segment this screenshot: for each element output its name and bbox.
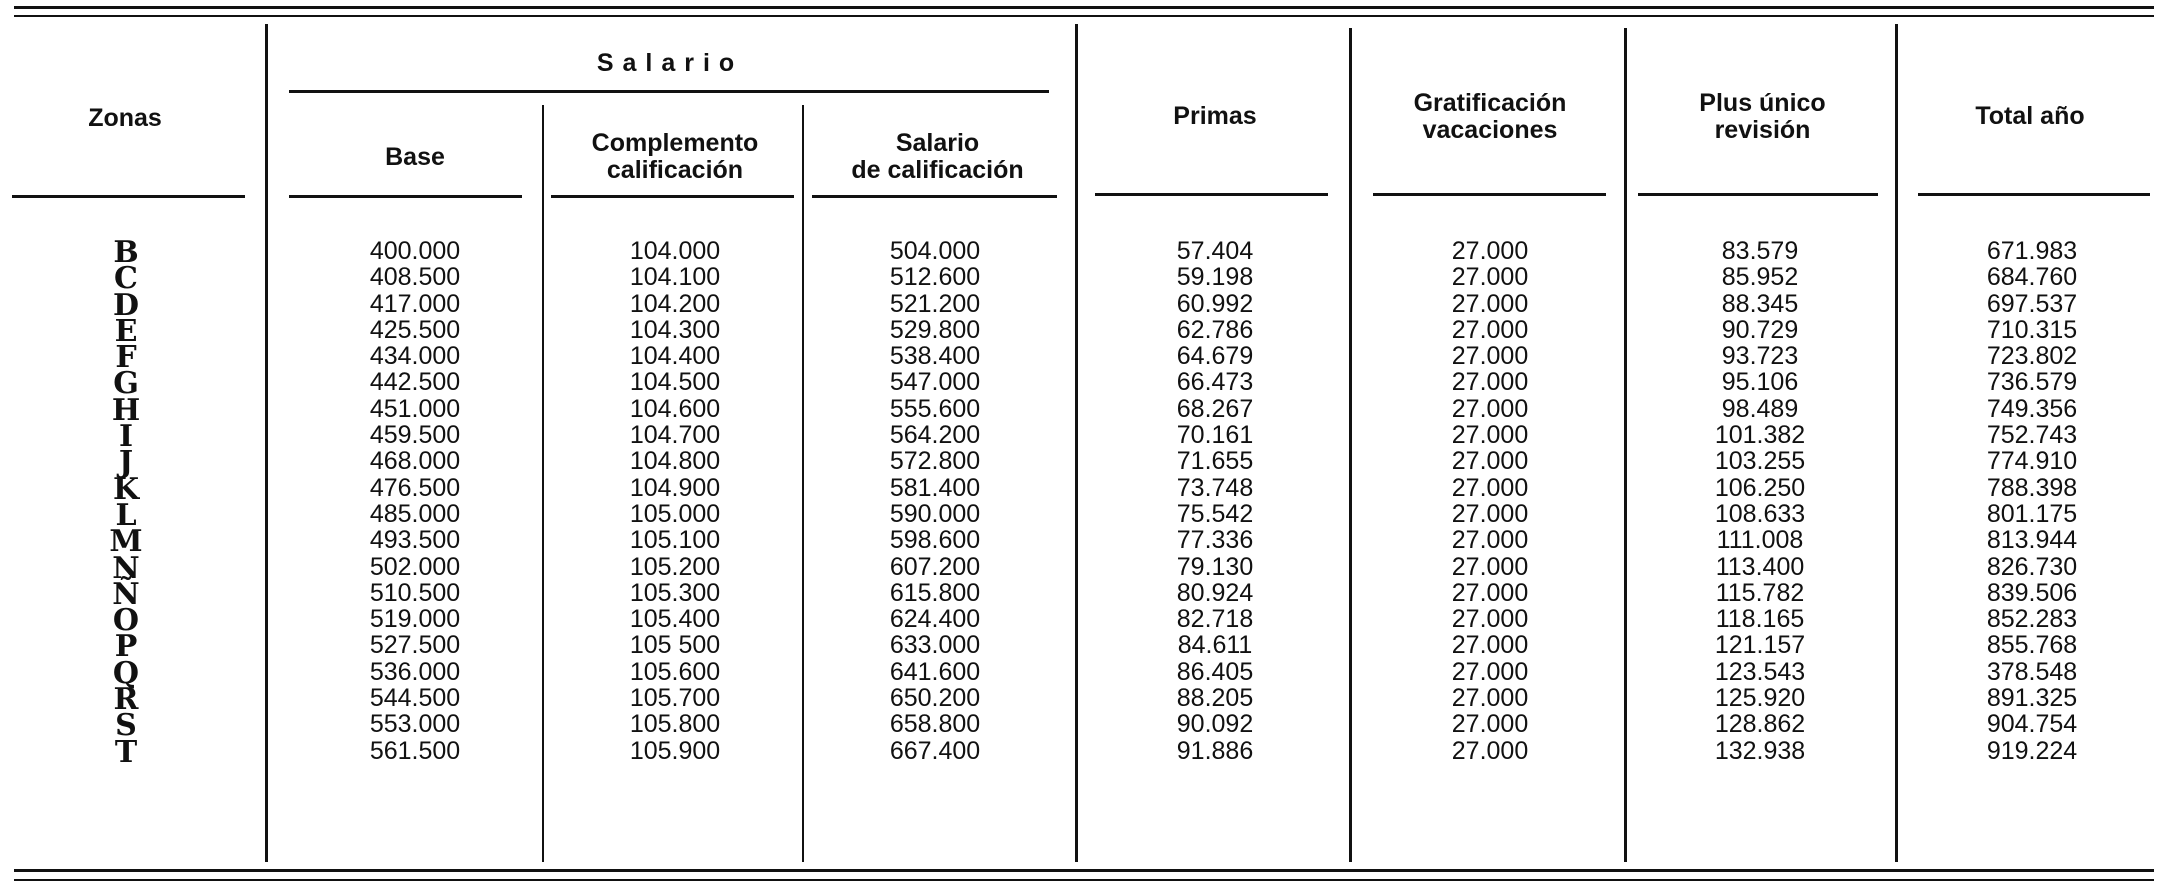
cell-base: 536.000 [369, 657, 461, 686]
header-complemento [550, 130, 800, 184]
cell-base: 408.500 [369, 263, 461, 292]
cell-salario-cal: 581.400 [889, 473, 981, 502]
cell-primas: 70.161 [1176, 421, 1254, 450]
cell-plus: 128.862 [1714, 710, 1806, 739]
zona-letter: G [113, 366, 139, 402]
zona-letter: I [118, 419, 134, 455]
cell-gratificacion: 27.000 [1451, 447, 1529, 476]
cell-plus: 108.633 [1714, 499, 1806, 528]
zona-letter: N [112, 550, 140, 586]
cell-plus: 111.008 [1716, 526, 1804, 555]
cell-total: 378.548 [1986, 657, 2078, 686]
header-primas: Primas [1173, 102, 1257, 130]
salario-group-underline [289, 90, 1049, 93]
top-rule-1 [14, 6, 2154, 9]
cell-primas: 82.718 [1176, 605, 1254, 634]
cell-base: 468.000 [369, 447, 461, 476]
cell-base: 519.000 [369, 605, 461, 634]
cell-plus: 93.723 [1721, 342, 1799, 371]
cell-base: 561.500 [369, 736, 461, 765]
cell-total: 904.754 [1986, 710, 2078, 739]
cell-complemento: 104.600 [629, 394, 721, 423]
cell-plus: 125.920 [1714, 684, 1806, 713]
zona-letter: E [114, 313, 138, 349]
cell-gratificacion: 27.000 [1451, 263, 1529, 292]
header-total: Total año [1975, 102, 2085, 130]
zona-letter: R [113, 682, 139, 718]
cell-salario-cal: 564.200 [889, 421, 981, 450]
cell-base: 425.500 [369, 315, 461, 344]
cell-plus: 106.250 [1714, 473, 1806, 502]
header-plus-line1: Plus único [1699, 89, 1826, 117]
cell-total: 891.325 [1986, 684, 2078, 713]
cell-gratificacion: 27.000 [1451, 552, 1529, 581]
cell-plus: 123.543 [1714, 657, 1806, 686]
cell-gratificacion: 27.000 [1451, 421, 1529, 450]
cell-salario-cal: 615.800 [889, 578, 981, 607]
cell-gratificacion: 27.000 [1451, 499, 1529, 528]
cell-base: 553.000 [369, 710, 461, 739]
header-salario-calificacion [810, 130, 1065, 184]
cell-primas: 84.611 [1177, 631, 1253, 660]
cell-plus: 85.952 [1721, 263, 1799, 292]
cell-base: 510.500 [369, 578, 461, 607]
header-complemento-line1: Complemento [591, 129, 759, 157]
cell-plus: 98.489 [1721, 394, 1799, 423]
header-underline [12, 195, 245, 198]
column-divider [265, 24, 268, 862]
cell-base: 502.000 [369, 552, 461, 581]
cell-total: 788.398 [1986, 473, 2078, 502]
cell-total: 839.506 [1986, 578, 2078, 607]
cell-primas: 66.473 [1176, 368, 1254, 397]
cell-salario-cal: 590.000 [889, 499, 981, 528]
cell-gratificacion: 27.000 [1451, 526, 1529, 555]
cell-salario-cal: 650.200 [889, 684, 981, 713]
cell-total: 852.283 [1986, 605, 2078, 634]
cell-plus: 101.382 [1714, 421, 1806, 450]
cell-primas: 57.404 [1176, 237, 1254, 265]
cell-primas: 88.205 [1176, 684, 1254, 713]
cell-primas: 59.198 [1176, 263, 1254, 292]
cell-complemento: 105.800 [629, 710, 721, 739]
zona-letter: F [115, 340, 137, 376]
zona-letter: J [118, 445, 134, 481]
cell-gratificacion: 27.000 [1451, 736, 1529, 765]
cell-base: 485.000 [369, 499, 461, 528]
cell-base: 434.000 [369, 342, 461, 371]
cell-salario-cal: 572.800 [889, 447, 981, 476]
cell-gratificacion: 27.000 [1451, 237, 1529, 265]
header-underline [289, 195, 522, 198]
salario-calificacion-column [820, 238, 1050, 764]
cell-complemento: 104.100 [629, 263, 721, 292]
cell-complemento: 105.300 [629, 578, 721, 607]
cell-salario-cal: 598.600 [889, 526, 981, 555]
cell-complemento: 105.100 [629, 526, 721, 555]
cell-complemento: 105 500 [629, 631, 721, 660]
bottom-rule-1 [14, 869, 2154, 872]
cell-primas: 80.924 [1176, 578, 1254, 607]
cell-primas: 77.336 [1176, 526, 1254, 555]
zona-letter: Ñ [112, 576, 140, 612]
cell-primas: 68.267 [1176, 394, 1254, 423]
cell-total: 723.802 [1986, 342, 2078, 371]
header-zonas: Zonas [88, 104, 162, 132]
column-divider [1075, 24, 1078, 862]
cell-gratificacion: 27.000 [1451, 605, 1529, 634]
cell-primas: 86.405 [1176, 657, 1254, 686]
cell-complemento: 104.000 [629, 237, 721, 265]
cell-primas: 71.655 [1176, 447, 1254, 476]
zona-letter: C [114, 261, 138, 297]
header-plus [1635, 90, 1890, 144]
cell-gratificacion: 27.000 [1451, 394, 1529, 423]
cell-gratificacion: 27.000 [1451, 473, 1529, 502]
header-underline [1095, 193, 1328, 196]
header-gratificacion-line2: vacaciones [1422, 116, 1558, 144]
cell-base: 417.000 [369, 289, 461, 318]
cell-total: 774.910 [1986, 447, 2078, 476]
cell-complemento: 105.400 [629, 605, 721, 634]
header-underline [1373, 193, 1606, 196]
cell-base: 451.000 [369, 394, 461, 423]
cell-salario-cal: 555.600 [889, 394, 981, 423]
cell-total: 710.315 [1986, 315, 2078, 344]
zona-letter: L [115, 497, 137, 533]
subcolumn-divider [802, 105, 804, 862]
zona-letter: B [113, 235, 139, 270]
zona-letter: M [109, 524, 143, 560]
base-column [300, 238, 530, 764]
cell-gratificacion: 27.000 [1451, 657, 1529, 686]
cell-plus: 113.400 [1715, 552, 1805, 581]
zona-letter: O [112, 603, 140, 639]
top-rule-2 [14, 15, 2154, 17]
header-complemento-line2: calificación [606, 156, 744, 184]
cell-total: 826.730 [1986, 552, 2078, 581]
cell-gratificacion: 27.000 [1451, 710, 1529, 739]
cell-total: 919.224 [1986, 736, 2078, 765]
header-salario-group: Salario [596, 49, 744, 77]
header-salario-cal-line2: de calificación [851, 156, 1024, 184]
gratificacion-column [1370, 238, 1610, 764]
cell-plus: 103.255 [1714, 447, 1806, 476]
cell-complemento: 105.600 [629, 657, 721, 686]
cell-gratificacion: 27.000 [1451, 631, 1529, 660]
cell-base: 476.500 [369, 473, 461, 502]
cell-plus: 90.729 [1721, 315, 1799, 344]
cell-salario-cal: 529.800 [889, 315, 981, 344]
header-base: Base [385, 143, 445, 171]
cell-salario-cal: 504.000 [889, 237, 981, 265]
cell-gratificacion: 27.000 [1451, 289, 1529, 318]
cell-total: 749.356 [1986, 394, 2078, 423]
cell-salario-cal: 641.600 [889, 657, 981, 686]
header-plus-line2: revisión [1714, 116, 1811, 144]
cell-complemento: 105.000 [629, 499, 721, 528]
cell-total: 736.579 [1986, 368, 2078, 397]
zonas-column [96, 235, 156, 770]
cell-total: 671.983 [1986, 237, 2078, 265]
cell-gratificacion: 27.000 [1451, 684, 1529, 713]
zona-letter: H [111, 392, 141, 428]
cell-complemento: 105.900 [629, 736, 721, 765]
cell-complemento: 104.500 [629, 368, 721, 397]
cell-salario-cal: 538.400 [889, 342, 981, 371]
cell-plus: 95.106 [1721, 368, 1799, 397]
zona-letter: K [112, 471, 140, 507]
cell-base: 442.500 [369, 368, 461, 397]
header-salario-cal-line1: Salario [895, 129, 980, 157]
column-divider [1624, 28, 1627, 862]
header-underline [1918, 193, 2150, 196]
plus-column [1640, 238, 1880, 764]
cell-salario-cal: 658.800 [889, 710, 981, 739]
cell-complemento: 104.400 [629, 342, 721, 371]
cell-primas: 73.748 [1176, 473, 1254, 502]
cell-primas: 75.542 [1176, 499, 1254, 528]
zona-letter: S [115, 708, 137, 744]
cell-salario-cal: 633.000 [889, 631, 981, 660]
cell-complemento: 104.700 [629, 421, 721, 450]
cell-primas: 90.092 [1176, 710, 1254, 739]
header-gratificacion [1360, 90, 1620, 144]
zona-letter: P [114, 629, 138, 665]
cell-plus: 132.938 [1714, 736, 1806, 765]
cell-complemento: 104.800 [629, 447, 721, 476]
complemento-column [560, 238, 790, 764]
zona-letter: Q [112, 655, 140, 691]
cell-base: 459.500 [369, 421, 461, 450]
cell-complemento: 104.300 [629, 315, 721, 344]
header-underline [551, 195, 794, 198]
cell-primas: 91.886 [1176, 736, 1254, 765]
cell-primas: 64.679 [1176, 342, 1254, 371]
total-column [1912, 238, 2152, 764]
cell-complemento: 104.900 [629, 473, 721, 502]
cell-plus: 88.345 [1721, 289, 1799, 318]
cell-plus: 118.165 [1715, 605, 1805, 634]
cell-complemento: 105.700 [629, 684, 721, 713]
cell-salario-cal: 547.000 [889, 368, 981, 397]
zona-letter: T [114, 734, 138, 770]
cell-gratificacion: 27.000 [1451, 578, 1529, 607]
column-divider [1895, 24, 1898, 862]
cell-total: 801.175 [1986, 499, 2078, 528]
cell-plus: 83.579 [1721, 237, 1799, 265]
header-underline [1638, 193, 1878, 196]
bottom-rule-2 [14, 879, 2154, 881]
cell-total: 752.743 [1986, 421, 2078, 450]
cell-gratificacion: 27.000 [1451, 368, 1529, 397]
cell-total: 697.537 [1986, 289, 2078, 318]
header-gratificacion-line1: Gratificación [1413, 89, 1567, 117]
cell-complemento: 105.200 [629, 552, 721, 581]
cell-salario-cal: 521.200 [889, 289, 981, 318]
cell-gratificacion: 27.000 [1451, 342, 1529, 371]
cell-salario-cal: 607.200 [889, 552, 981, 581]
cell-salario-cal: 624.400 [889, 605, 981, 634]
cell-gratificacion: 27.000 [1451, 315, 1529, 344]
zona-letter: D [112, 287, 139, 323]
cell-base: 400.000 [369, 237, 461, 265]
cell-salario-cal: 667.400 [889, 736, 981, 765]
cell-base: 527.500 [369, 631, 461, 660]
cell-plus: 121.157 [1714, 631, 1806, 660]
cell-complemento: 104.200 [629, 289, 721, 318]
cell-total: 855.768 [1986, 631, 2078, 660]
column-divider [1349, 28, 1352, 862]
cell-base: 493.500 [369, 526, 461, 555]
cell-primas: 62.786 [1176, 315, 1254, 344]
cell-total: 684.760 [1986, 263, 2078, 292]
cell-plus: 115.782 [1715, 578, 1805, 607]
cell-total: 813.944 [1986, 526, 2078, 555]
primas-column [1095, 238, 1335, 764]
cell-base: 544.500 [369, 684, 461, 713]
cell-primas: 79.130 [1176, 552, 1254, 581]
cell-primas: 60.992 [1176, 289, 1254, 318]
header-underline [812, 195, 1057, 198]
cell-salario-cal: 512.600 [889, 263, 981, 292]
subcolumn-divider [542, 105, 544, 862]
